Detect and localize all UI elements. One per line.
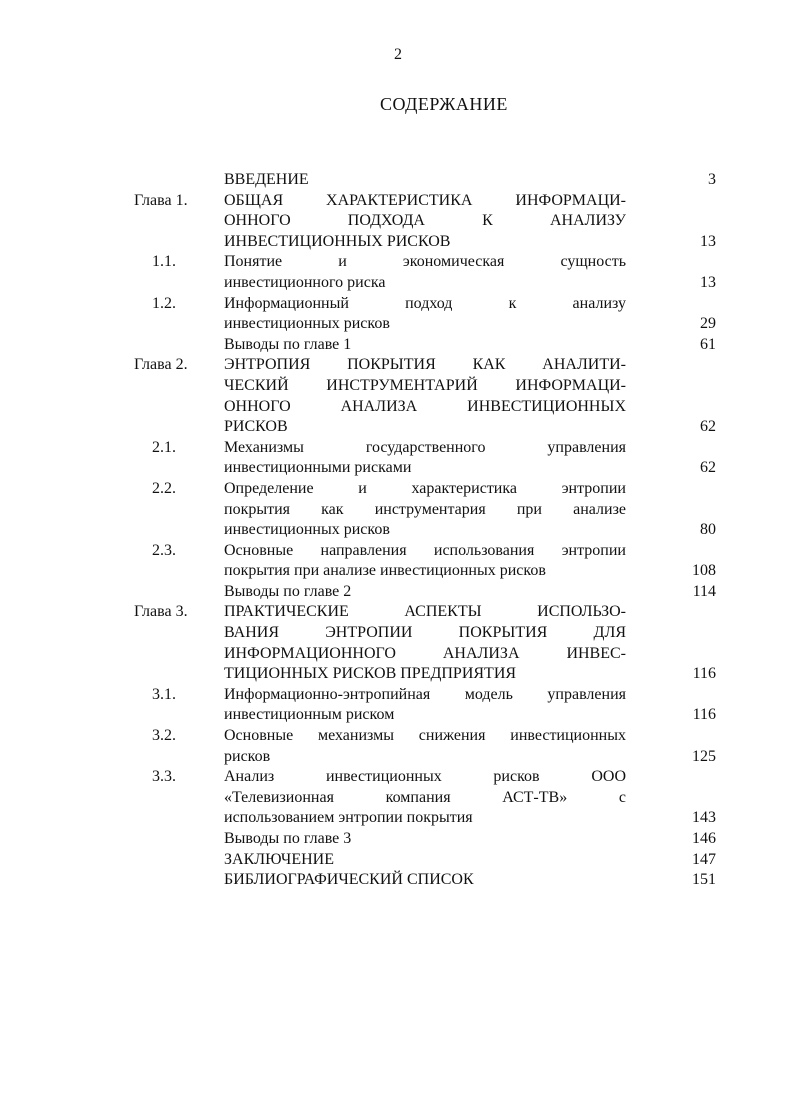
toc-entry-title-line: инвестиционными рисками bbox=[224, 459, 412, 477]
toc-entry bbox=[0, 170, 796, 191]
toc-entry-page: 61 bbox=[700, 335, 716, 353]
toc-entry-title-line: ЧЕСКИЙ ИНСТРУМЕНТАРИЙ ИНФОРМАЦИ- bbox=[224, 376, 626, 394]
page-title: СОДЕРЖАНИЕ bbox=[380, 94, 508, 114]
toc-entry bbox=[0, 685, 796, 726]
toc-entry-title-line: инвестиционных рисков bbox=[224, 315, 390, 333]
toc-entry-label: 2.3. bbox=[152, 541, 176, 559]
toc-entry-page: 151 bbox=[692, 871, 716, 889]
toc-entry bbox=[0, 355, 796, 437]
toc-entry-title bbox=[224, 252, 626, 293]
toc-entry-title bbox=[224, 191, 626, 253]
toc-entry bbox=[0, 767, 796, 829]
toc-entry-title-line: Понятие и экономическая сущность bbox=[224, 253, 626, 271]
toc-entry-label: 3.2. bbox=[152, 727, 176, 745]
toc-entry-page: 143 bbox=[692, 809, 716, 827]
toc-entry-title-line: инвестиционным риском bbox=[224, 706, 395, 724]
toc-entry-title-line: Основные механизмы снижения инвестиционных bbox=[224, 727, 626, 745]
toc-entry-title bbox=[224, 602, 626, 684]
toc-entry-title-line: Механизмы государственного управления bbox=[224, 438, 626, 456]
toc-entry-title bbox=[224, 170, 626, 191]
toc-entry-title bbox=[224, 582, 626, 603]
toc-entry-title-line: ОННОГО ПОДХОДА К АНАЛИЗУ bbox=[224, 212, 626, 230]
toc-entry-page: 146 bbox=[692, 830, 716, 847]
toc-entry-page: 116 bbox=[692, 665, 716, 683]
toc-entry-label: 2.1. bbox=[152, 438, 176, 456]
toc-entry-title-line: Определение и характеристика энтропии bbox=[224, 479, 626, 497]
toc-entry-title bbox=[224, 294, 626, 335]
toc-entry-page: 13 bbox=[700, 273, 716, 291]
toc-entry-title-line: ЭНТРОПИЯ ПОКРЫТИЯ КАК АНАЛИТИ- bbox=[224, 356, 626, 374]
toc-entry-title bbox=[224, 355, 626, 437]
toc-entry-title-line: Выводы по главе 3 bbox=[224, 830, 352, 847]
toc-entry bbox=[0, 850, 796, 871]
toc-entry bbox=[0, 438, 796, 479]
toc-entry bbox=[0, 541, 796, 582]
toc-entry bbox=[0, 870, 796, 891]
toc-entry-page: 147 bbox=[692, 850, 716, 868]
toc-entry-label: 3.3. bbox=[152, 768, 176, 786]
toc-entry-title bbox=[224, 438, 626, 479]
toc-entry-title-line: ПРАКТИЧЕСКИЕ АСПЕКТЫ ИСПОЛЬЗО- bbox=[224, 603, 626, 621]
toc-entry-title bbox=[224, 767, 626, 829]
toc-entry bbox=[0, 582, 796, 603]
table-of-contents bbox=[0, 170, 796, 891]
toc-entry-title bbox=[224, 829, 626, 850]
toc-entry-title-line: ИНВЕСТИЦИОННЫХ РИСКОВ bbox=[224, 232, 451, 250]
toc-entry-title-line: Основные направления использования энтропии bbox=[224, 541, 626, 559]
toc-entry-title-line: ОННОГО АНАЛИЗА ИНВЕСТИЦИОННЫХ bbox=[224, 397, 626, 415]
toc-entry-page: 29 bbox=[700, 315, 716, 333]
toc-entry-label: 3.1. bbox=[152, 685, 176, 703]
toc-entry-title-line: БИБЛИОГРАФИЧЕСКИЙ СПИСОК bbox=[224, 871, 474, 889]
toc-entry-title-line: ИНФОРМАЦИОННОГО АНАЛИЗА ИНВЕС- bbox=[224, 644, 626, 662]
toc-entry-title bbox=[224, 685, 626, 726]
toc-entry-title-line: инвестиционных рисков bbox=[224, 521, 390, 539]
toc-entry-title-line: использованием энтропии покрытия bbox=[224, 809, 473, 827]
toc-entry bbox=[0, 829, 796, 850]
toc-entry-label: Глава 1. bbox=[134, 191, 188, 209]
toc-entry-page: 80 bbox=[700, 521, 716, 539]
toc-entry-page: 114 bbox=[692, 582, 716, 600]
toc-entry-title-line: Информационный подход к анализу bbox=[224, 294, 626, 312]
toc-entry-title bbox=[224, 335, 626, 356]
toc-entry-title bbox=[224, 541, 626, 582]
toc-entry bbox=[0, 294, 796, 335]
toc-entry bbox=[0, 726, 796, 767]
toc-entry bbox=[0, 335, 796, 356]
toc-entry-title-line: Выводы по главе 2 bbox=[224, 582, 352, 600]
toc-entry-page: 13 bbox=[700, 232, 716, 250]
toc-entry-page: 116 bbox=[692, 706, 716, 724]
toc-entry-title-line: ОБЩАЯ ХАРАКТЕРИСТИКА ИНФОРМАЦИ- bbox=[224, 191, 626, 209]
toc-entry-title-line: Информационно-энтропийная модель управления bbox=[224, 685, 626, 703]
toc-entry-title-line: покрытия как инструментария при анализе bbox=[224, 500, 626, 518]
toc-entry-label: 2.2. bbox=[152, 479, 176, 497]
toc-entry-label: Глава 3. bbox=[134, 603, 188, 621]
toc-entry-title bbox=[224, 479, 626, 541]
toc-entry-title-line: ЗАКЛЮЧЕНИЕ bbox=[224, 850, 334, 868]
toc-entry bbox=[0, 602, 796, 684]
toc-entry-title-line: покрытия при анализе инвестиционных рисков bbox=[224, 562, 546, 580]
toc-entry-title-line: Анализ инвестиционных рисков ООО bbox=[224, 768, 626, 786]
toc-entry-title bbox=[224, 870, 626, 891]
toc-entry-page: 108 bbox=[692, 562, 716, 580]
toc-entry-label: 1.2. bbox=[152, 294, 176, 312]
toc-entry-page: 62 bbox=[700, 418, 716, 436]
toc-entry-title-line: ВВЕДЕНИЕ bbox=[224, 171, 309, 188]
toc-entry bbox=[0, 252, 796, 293]
toc-entry-title-line: РИСКОВ bbox=[224, 418, 288, 436]
toc-entry-title bbox=[224, 726, 626, 767]
toc-entry-title-line: Выводы по главе 1 bbox=[224, 335, 352, 353]
page-number: 2 bbox=[394, 46, 402, 63]
toc-entry-title-line: рисков bbox=[224, 747, 271, 765]
toc-entry-page: 125 bbox=[692, 747, 716, 765]
toc-entry-label: 1.1. bbox=[152, 253, 176, 271]
toc-entry-page: 62 bbox=[700, 459, 716, 477]
toc-entry-title-line: ТИЦИОННЫХ РИСКОВ ПРЕДПРИЯТИЯ bbox=[224, 665, 517, 683]
toc-entry-title-line: ВАНИЯ ЭНТРОПИИ ПОКРЫТИЯ ДЛЯ bbox=[224, 624, 626, 642]
toc-entry bbox=[0, 479, 796, 541]
toc-entry-page: 3 bbox=[708, 171, 716, 188]
toc-entry-title bbox=[224, 850, 626, 871]
toc-entry-label: Глава 2. bbox=[134, 356, 188, 374]
toc-entry-title-line: инвестиционного риска bbox=[224, 273, 386, 291]
toc-entry bbox=[0, 191, 796, 253]
toc-entry-title-line: «Телевизионная компания АСТ-ТВ» с bbox=[224, 788, 626, 806]
